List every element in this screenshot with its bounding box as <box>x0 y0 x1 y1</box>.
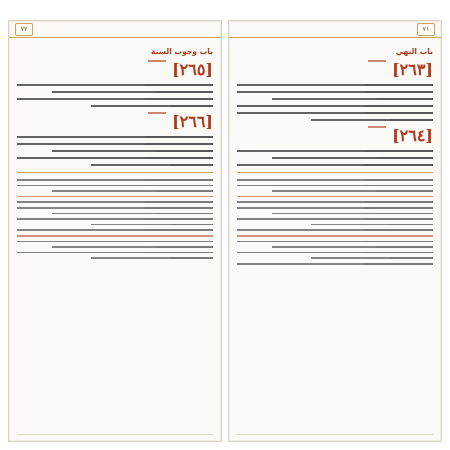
left-page <box>8 20 222 442</box>
left-chapter-heading: باب وجوب السنة <box>150 47 213 56</box>
right-text-line <box>272 98 433 100</box>
right-hadith-2 <box>237 126 433 166</box>
left-hadith-1-red-mark <box>148 60 166 62</box>
right-text-line <box>237 84 433 86</box>
right-text-line <box>237 91 433 93</box>
right-page <box>228 20 442 442</box>
left-text-line <box>52 91 213 93</box>
left-text-line <box>52 150 213 152</box>
right-footnote-line <box>311 257 433 259</box>
right-hadith-1-red-mark <box>368 60 386 62</box>
left-footnote-line <box>91 224 213 226</box>
book-spread <box>8 20 442 442</box>
left-footnote-line <box>52 190 213 192</box>
right-footnote-line <box>237 185 433 187</box>
right-hadith-2-marks <box>237 126 433 145</box>
right-hadith-2-number: [٢٦٤] <box>392 126 433 145</box>
left-text-line <box>17 84 213 86</box>
left-footnote-line <box>17 252 213 254</box>
right-footnote-line <box>237 207 433 209</box>
left-footnote-line <box>17 201 213 203</box>
right-hadith-2-red-mark <box>368 126 386 128</box>
right-footnote-line <box>237 218 433 220</box>
left-text-line <box>91 105 213 107</box>
left-footnote-line <box>52 246 213 248</box>
left-hadith-1-number: [٢٦٥] <box>172 60 213 79</box>
right-footnote-line <box>237 229 433 231</box>
right-footnote-line <box>311 224 433 226</box>
right-footnote-line <box>237 263 433 265</box>
left-hadith-2-number: [٢٦٦] <box>172 112 213 131</box>
left-footnote-divider <box>17 172 213 173</box>
right-page-number: ٧١ <box>417 23 435 36</box>
right-footer-rule <box>237 434 433 435</box>
left-text-line <box>17 143 213 145</box>
right-footnote-line <box>272 190 433 192</box>
left-footer-rule <box>17 434 213 435</box>
right-text-line <box>237 150 433 152</box>
left-page-header <box>9 21 221 38</box>
right-hadith-1 <box>237 60 433 121</box>
right-footnote-highlight-line <box>237 235 433 237</box>
left-footnote-line <box>91 257 213 259</box>
right-footnote-line <box>237 179 433 181</box>
left-footnote-line <box>17 179 213 181</box>
right-footnote-line <box>237 252 433 254</box>
right-footnote-divider <box>237 172 433 173</box>
left-footnote-line <box>17 185 213 187</box>
right-hadith-1-marks <box>237 60 433 79</box>
left-hadith-2 <box>17 112 213 166</box>
left-text-line <box>91 164 213 166</box>
left-page-number: ٧٢ <box>15 23 33 36</box>
right-page-header <box>229 21 441 38</box>
right-footnote-highlight-line <box>237 196 433 198</box>
left-page-content <box>9 38 221 259</box>
left-hadith-2-marks <box>17 112 213 131</box>
left-footnote-highlight-line <box>17 235 213 237</box>
right-footnote-line <box>237 241 433 243</box>
right-text-line <box>237 112 433 114</box>
left-hadith-2-red-mark <box>148 112 166 114</box>
right-text-line <box>272 157 433 159</box>
left-footnote-line <box>52 213 213 215</box>
left-text-line <box>17 136 213 138</box>
left-text-line <box>17 98 213 100</box>
right-footnote-line <box>237 201 433 203</box>
right-footnotes <box>237 179 433 265</box>
left-hadith-1 <box>17 60 213 107</box>
left-footnote-line <box>17 207 213 209</box>
right-footnote-line <box>272 213 433 215</box>
left-footnote-line <box>17 218 213 220</box>
left-footnote-line <box>17 229 213 231</box>
right-text-line <box>237 164 433 166</box>
right-hadith-1-number: [٢٦٣] <box>392 60 433 79</box>
right-footnote-line <box>272 246 433 248</box>
left-footnotes <box>17 179 213 259</box>
left-text-line <box>17 157 213 159</box>
right-page-content <box>229 38 441 265</box>
right-chapter-heading: باب النهي <box>395 47 433 56</box>
right-text-line <box>237 105 433 107</box>
left-hadith-1-marks <box>17 60 213 79</box>
right-text-line <box>311 119 433 121</box>
left-footnote-line <box>17 241 213 243</box>
left-footnote-highlight-line <box>17 196 213 198</box>
